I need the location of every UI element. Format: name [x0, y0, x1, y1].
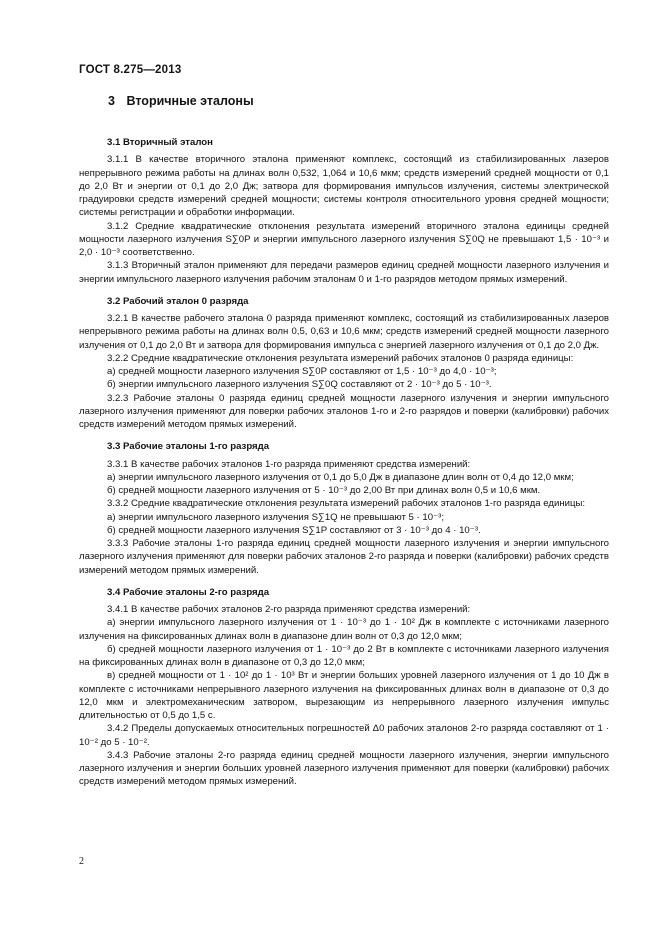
paragraph: 3.4.2 Пределы допускаемых относительных погрешностей Δ0 рабочих эталонов 2-го разряда составляют от 1 · 10⁻² до 5 · 10⁻². — [79, 723, 609, 748]
paragraph: 3.2.2 Средние квадратические отклонения результата измерений рабочих эталонов 0 разряда единицы: — [107, 352, 574, 364]
paragraph: 3.3.1 В качестве рабочих эталонов 1-го разряда применяют средства измерений: — [107, 458, 471, 470]
list-item: а) энергии импульсного лазерного излучения от 0,1 до 5,0 Дж в диапазоне длин волн от 0,4 до 12,0 мкм; — [107, 471, 574, 483]
paragraph: 3.4.1 В качестве рабочих эталонов 2-го разряда применяют средства измерений: — [107, 604, 471, 615]
document-body — [79, 132, 609, 789]
list-item: б) средней мощности лазерного излучения от 5 · 10⁻³ до 2,00 Вт при длинах волн 0,5 и 10,6 мкм. — [107, 485, 541, 496]
list-item: в) средней мощности от 1 · 10² до 1 · 10³ Вт и энергии больших уровней лазерного излучения от 1 до 10 Дж в комплекте с источниками непрерывного лазерного излучения на фиксированных длинах волн в диапазоне от 0,3 до 12,0 мкм и электромеханическим затвором, вырезающим из непрерывного лазерного излучения импульс длительностью от 0,5 до 1,5 с. — [79, 670, 609, 721]
section-title — [108, 94, 254, 108]
subsection-heading: 3.4 Рабочие эталоны 2-го разряда — [107, 586, 270, 598]
subsection-heading: 3.3 Рабочие эталоны 1-го разряда — [107, 441, 270, 453]
paragraph: 3.3.2 Средние квадратические отклонения результата измерений рабочих эталонов 1-го разряда единицы: — [107, 498, 586, 510]
list-item: б) средней мощности лазерного излучения S∑1P составляют от 3 · 10⁻³ до 4 · 10⁻³. — [107, 524, 481, 536]
list-item: б) средней мощности лазерного излучения от 1 · 10⁻³ до 2 Вт в комплекте с источниками лазерного излучения на фиксированных длинах волн в диапазоне от 0,3 до 12,0 мкм; — [79, 643, 609, 668]
list-item: б) энергии импульсного лазерного излучения S∑0Q составляют от 2 · 10⁻³ до 5 · 10⁻³. — [107, 379, 492, 391]
subsection-heading: 3.2 Рабочий эталон 0 разряда — [107, 295, 249, 307]
paragraph: 3.1.2 Средние квадратические отклонения результата измерений вторичного эталона единицы средней мощности лазерного излучения S∑0P и энергии импульсного лазерного излучения S∑0Q не превышают 1,5 · 10⁻³ и 2,0 · 10⁻³ соответственно. — [79, 220, 609, 258]
page-number: 2 — [79, 856, 84, 867]
list-item: а) энергии импульсного лазерного излучения S∑1Q не превышают 5 · 10⁻³; — [107, 511, 444, 523]
paragraph: 3.2.3 Рабочие эталоны 0 разряда единиц средней мощности лазерного излучения и энергии импульсного лазерного излучения применяют для поверки рабочих эталонов 1-го и 2-го разрядов и поверки (калибровки) рабочих средств измерений методом прямых измерений. — [79, 392, 609, 430]
paragraph: 3.4.3 Рабочие эталоны 2-го разряда единиц средней мощности лазерного излучения, энергии импульсного лазерного излучения и энергии больших уровней лазерного излучения применяют для поверки (калибровки) рабочих средств измерений методом прямых измерений. — [79, 749, 609, 788]
section-title-text: Вторичные эталоны — [126, 94, 254, 108]
subsection-heading: 3.1 Вторичный эталон — [107, 137, 213, 148]
paragraph: 3.1.3 Вторичный эталон применяют для передачи размеров единиц средней мощности лазерного излучения и энергии импульсного лазерного излучения рабочим эталонам 0 и 1-го разрядов методом прямых измерений. — [79, 260, 609, 285]
paragraph: 3.1.1 В качестве вторичного эталона применяют комплекс, состоящий из стабилизированных лазеров непрерывного режима работы на длинах волн 0,532, 1,064 и 10,6 мкм; средств измерений средней мощности от 0,1 до 2,0 Вт и энергии от 0,1 до 2,0 Дж; затвора для формирования импульсов излучения, системы электрической градуировки средств измерений средней мощности; системы контроля относительного уровня средней мощности; системы регистрации и обработки информации. — [79, 154, 609, 219]
section-number: 3 — [108, 94, 115, 108]
paragraph: 3.2.1 В качестве рабочего эталона 0 разряда применяют комплекс, состоящий из стабилизированных лазеров непрерывного режима работы на длинах волн 0,5, 0,63 и 10,6 мкм; средств измерений средней мощности лазерного излучения от 0,1 до 2,0 Вт и затвора для формирования импульса с энергией лазерного излучения от 0,1 до 2,0 Дж. — [79, 313, 609, 351]
standard-header: ГОСТ 8.275—2013 — [79, 64, 182, 76]
list-item: а) средней мощности лазерного излучения S∑0P составляют от 1,5 · 10⁻³ до 4,0 · 10⁻³; — [107, 366, 497, 377]
list-item: а) энергии импульсного лазерного излучения от 1 · 10⁻³ до 1 · 10² Дж в комплекте с источниками лазерного излучения на фиксированных длинах волн в диапазоне длин волн от 0,3 до 12,0 мкм; — [79, 617, 609, 642]
paragraph: 3.3.3 Рабочие эталоны 1-го разряда единиц средней мощности лазерного излучения и энергии импульсного лазерного излучения применяют для поверки рабочих эталонов 2-го разряда и поверки (калибровки) рабочих средств измерений методом прямых измерений. — [79, 538, 609, 576]
